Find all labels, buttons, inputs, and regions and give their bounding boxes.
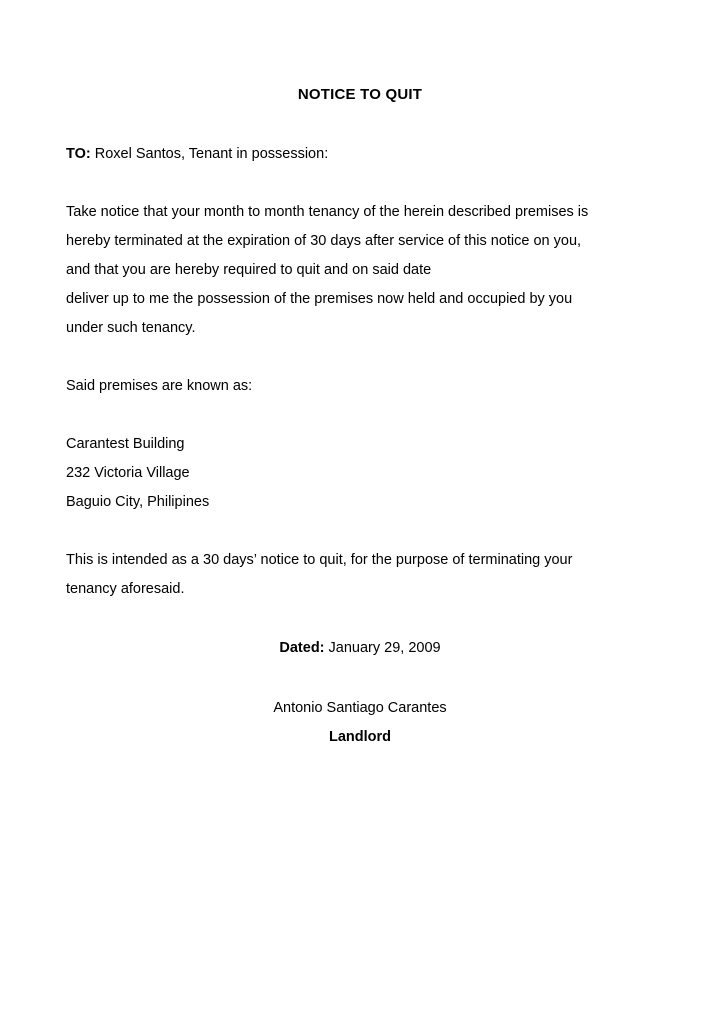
dated-line [0, 636, 720, 660]
address-line: Carantest Building [66, 436, 185, 452]
closing-paragraph-line-2: tenancy aforesaid. [66, 581, 185, 597]
dated-label: Dated: [279, 640, 325, 656]
address-line: Baguio City, Philipines [66, 494, 210, 510]
recipient-value: Roxel Santos, Tenant in possession: [90, 146, 329, 162]
spacer [66, 343, 666, 372]
spacer [66, 169, 666, 198]
notice-paragraph-line-3: and that you are hereby required to quit and on said date [66, 262, 432, 278]
landlord-role: Landlord [328, 729, 392, 745]
premises-intro: Said premises are known as: [66, 378, 253, 394]
notice-paragraph-line-4: deliver up to me the possession of the premises now held and occupied by you [66, 291, 573, 307]
document-body [66, 140, 666, 604]
signature-block [0, 636, 720, 752]
notice-paragraph-line-5: under such tenancy. [66, 320, 196, 336]
address-line: 232 Victoria Village [66, 465, 190, 481]
landlord-name: Antonio Santiago Carantes [273, 700, 447, 716]
recipient-line [66, 140, 666, 169]
closing-paragraph-line-1: This is intended as a 30 days’ notice to quit, for the purpose of terminating your [66, 552, 573, 568]
recipient-label: TO: [66, 146, 91, 162]
notice-paragraph-line-1: Take notice that your month to month tenancy of the herein described premises is [66, 204, 589, 220]
dated-value: January 29, 2009 [324, 640, 441, 656]
notice-paragraph-line-2: hereby terminated at the expiration of 30 days after service of this notice on you, [66, 233, 582, 249]
page-title: NOTICE TO QUIT [297, 86, 423, 103]
spacer [0, 660, 720, 694]
spacer [66, 517, 666, 546]
spacer [66, 401, 666, 430]
